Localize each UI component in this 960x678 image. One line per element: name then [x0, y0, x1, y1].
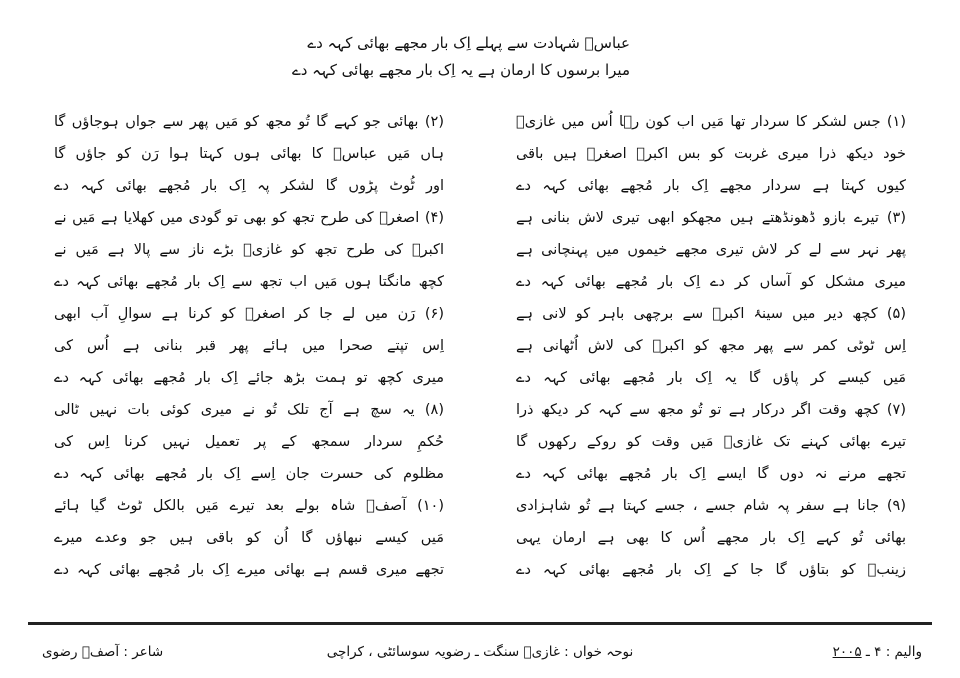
verse-line: اِس تپتے صحرا میں ہائے پھر قبر بنانی ہے اُس کی	[54, 338, 444, 354]
verse-line: ہاں مَیں عباسؑ کا بھائی ہوں کہتا ہوا رَن کو جاؤں گا	[54, 146, 444, 162]
refrain-line-1: عباسؑ شہادت سے پہلے اِک بار مجھے بھائی کہہ دے	[307, 34, 630, 52]
verse-line: تیرے بھائی کہنے تک غازیؑ مَیں وقت کو روکے رکھوں گا	[516, 434, 906, 450]
verse-line: (۱) جس لشکر کا سردار تھا مَیں اب کون رہا اُس میں غازیؑ	[516, 114, 906, 130]
verse-line: (۶) رَن میں لے جا کر اصغرؑ کو کرنا ہے سوالِ آب ابھی	[54, 306, 444, 322]
verse-line: (۸) یہ سچ ہے آج تلک تُو نے میری کوئی بات نہیں ٹالی	[54, 402, 444, 418]
footer-divider	[28, 622, 932, 625]
verse-line: اِس ٹوٹی کمر سے پھر مجھ کو اکبرؑ کی لاش اُٹھانی ہے	[516, 338, 906, 354]
verse-line: زینبؑ کو بتاؤں گا جا کے اِک بار مُجھے بھائی کہہ دے	[516, 562, 906, 578]
verse-line: اور ٹُوٹ پڑوں گا لشکر پہ اِک بار مُجھے بھائی کہہ دے	[54, 178, 444, 194]
verse-line: تجھے میری قسم ہے بھائی میرے اِک بار مُجھے بھائی کہہ دے	[54, 562, 444, 578]
volume-label: والیم : ۴ ـ	[865, 644, 922, 660]
verse-line: میری مشکل کو آساں کر دے اِک بار مُجھے بھائی کہہ دے	[516, 274, 906, 290]
verse-line: (۴) اصغرؑ کی طرح تجھ کو بھی تو گودی میں کھلایا ہے مَیں نے	[54, 210, 444, 226]
verse-line: (۵) کچھ دیر میں سینۂ اکبرؑ سے برچھی باہر کو لانی ہے	[516, 306, 906, 322]
verse-line: (۹) جانا ہے سفر پہ شام جسے ، جسے کہتا ہے تُو شاہزادی	[516, 498, 906, 514]
verse-line: (۳) تیرے بازو ڈھونڈھتے ہیں مجھکو ابھی تیری لاش بنانی ہے	[516, 210, 906, 226]
verse-line: پھر نہر سے لے کر لاش تیری مجھے خیموں میں پہنچانی ہے	[516, 242, 906, 258]
verse-line: (۷) کچھ وقت اگر درکار ہے تو تُو مجھ سے کہہ کر دیکھ ذرا	[516, 402, 906, 418]
left-column-stanzas	[54, 106, 444, 586]
verse-line: حُکمِ سردار سمجھ کے پر تعمیل نہیں کرنا اِس کی	[54, 434, 444, 450]
verse-line: کیوں کہتا ہے سردار مجھے اِک بار مُجھے بھائی کہہ دے	[516, 178, 906, 194]
verse-line: میری کچھ تو ہمت بڑھ جائے اِک بار مُجھے بھائی کہہ دے	[54, 370, 444, 386]
poet-credit: شاعر : آصفؔ رضوی	[42, 644, 164, 660]
verse-line: (۱۰) آصفؔ شاہ بولے بعد تیرے مَیں بالکل ٹوٹ گیا ہائے	[54, 498, 444, 514]
verse-line: اکبرؑ کی طرح تجھ کو غازیؑ بڑے ناز سے پالا ہے مَیں نے	[54, 242, 444, 258]
volume-year: ۲۰۰۵	[832, 644, 862, 660]
verse-line: مظلوم کی حسرت جان اِسے اِک بار مُجھے بھائی کہہ دے	[54, 466, 444, 482]
verse-line: بھائی تُو کہے اِک بار مجھے اُس کا بھی ہے ارمان یہی	[516, 530, 906, 546]
poem-refrain	[291, 30, 630, 84]
refrain-line-2: میرا برسوں کا ارمان ہے یہ اِک بار مجھے بھائی کہہ دے	[291, 61, 630, 79]
verse-line: تجھے مرنے نہ دوں گا ایسے اِک بار مُجھے بھائی کہہ دے	[516, 466, 906, 482]
right-column-stanzas	[516, 106, 906, 586]
verse-line: خود دیکھ ذرا میری غربت کو بس اکبرؑ اصغرؑ ہیں باقی	[516, 146, 906, 162]
verse-line: مَیں کیسے نبھاؤں گا اُن کو باقی ہیں جو وعدے میرے	[54, 530, 444, 546]
footer	[28, 640, 932, 664]
verse-line: مَیں کیسے کر پاؤں گا یہ اِک بار مُجھے بھائی کہہ دے	[516, 370, 906, 386]
verse-line: (۲) بھائی جو کہے گا تُو مجھ کو مَیں پھر سے جواں ہوجاؤں گا	[54, 114, 444, 130]
reciter-credit: نوحہ خواں : غازیؑ سنگت ـ رضویہ سوسائٹی ، کراچی	[326, 644, 634, 660]
verse-line: کچھ مانگتا ہوں مَیں اب تجھ سے اِک بار مُجھے بھائی کہہ دے	[54, 274, 444, 290]
